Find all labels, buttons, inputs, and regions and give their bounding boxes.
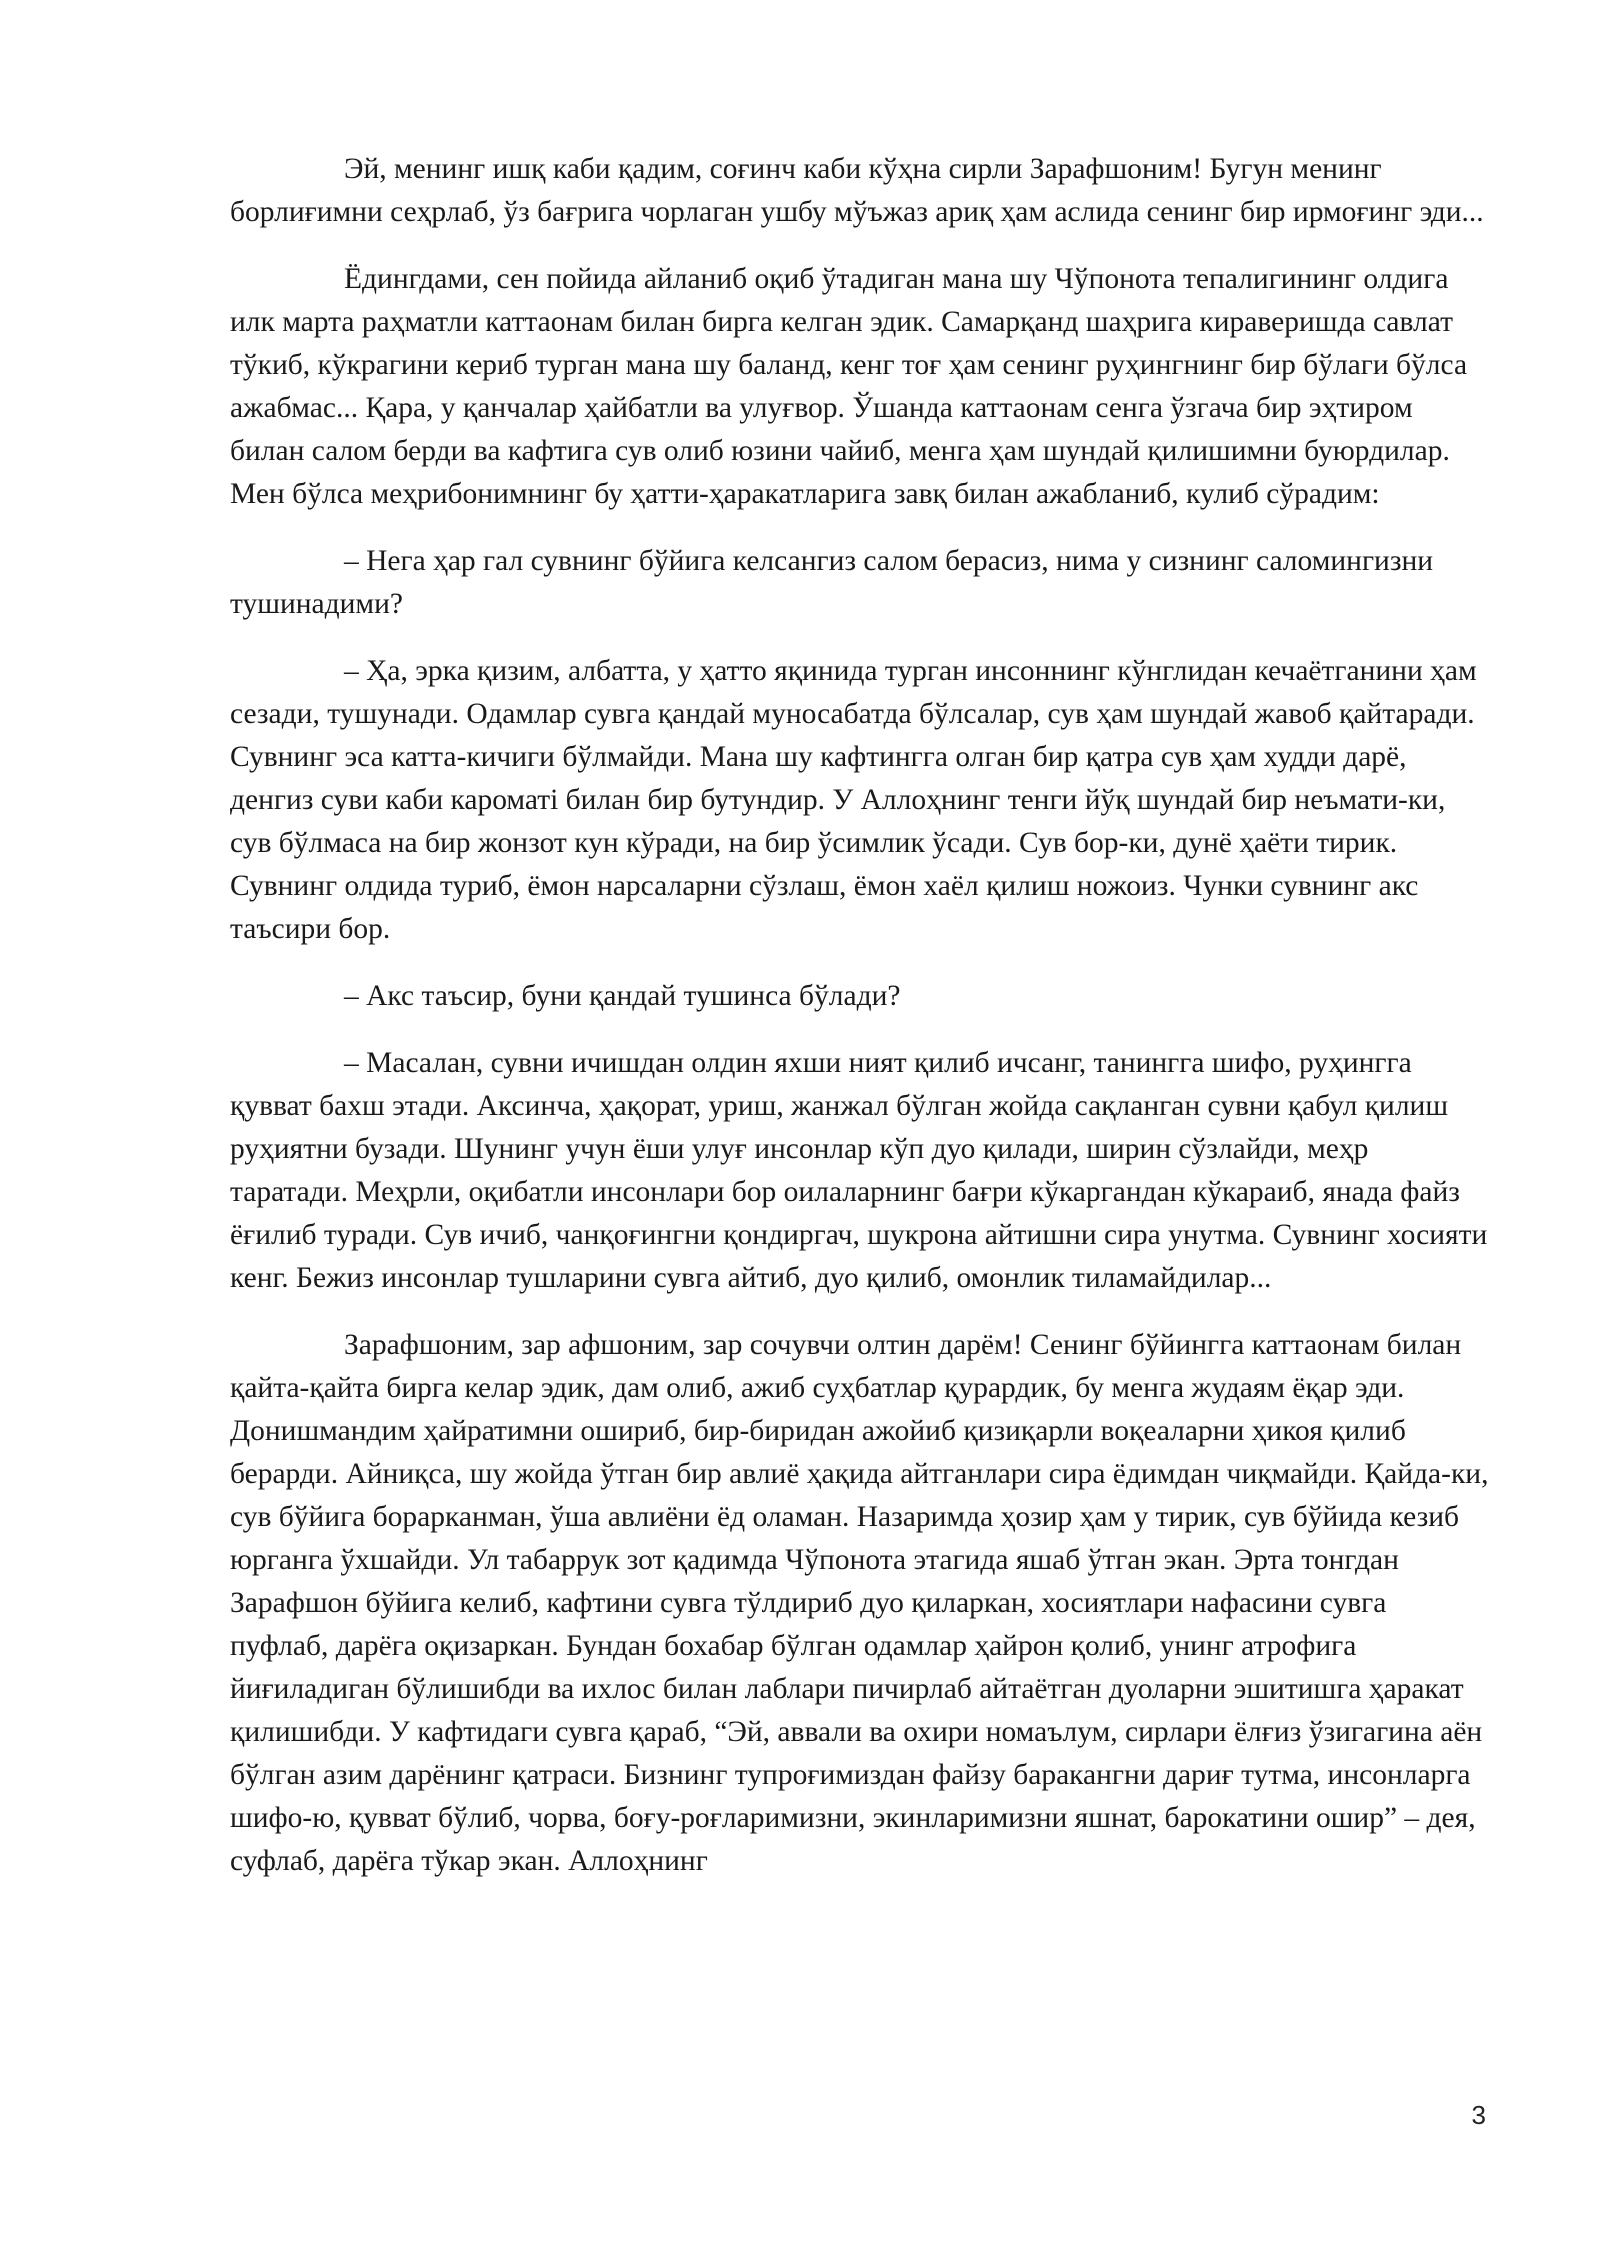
paragraph-3-dialogue: – Нега ҳар гал сувнинг бўйига келсангиз салом берасиз, нима у сизнинг саломингизни тушинадими? — [230, 545, 1434, 620]
paragraph-1: Эй, менинг ишқ каби қадим, соғинч каби кўҳна сирли Зарафшоним! Бугун менинг борлиғимни сеҳрлаб, ўз бағрига чорлаган ушбу мўъжаз ариқ ҳам аслида сенинг бир ирмоғинг эди... — [230, 153, 1484, 228]
document-body — [230, 148, 1490, 1907]
paragraph-2: Ёдингдами, сен пойида айланиб оқиб ўтадиган мана шу Чўпонота тепалигининг олдига илк марта раҳматли каттаонам билан бирга келган эдик. Самарқанд шаҳрига кираверишда савлат тўкиб, кўкрагини кериб турган мана шу баланд, кенг тоғ ҳам сенинг руҳингнинг бир бўлаги бўлса ажабмас... Қара, у қанчалар ҳайбатли ва улуғвор. Ўшанда каттаонам сенга ўзгача бир эҳтиром билан салом берди ва кафтига сув олиб юзини чайиб, менга ҳам шундай қилишимни буюрдилар. Мен бўлса меҳрибонимнинг бу ҳатти-ҳаракатларига завқ билан ажабланиб, кулиб сўрадим: — [230, 263, 1468, 510]
paragraph-5-dialogue: – Акс таъсир, буни қандай тушинса бўлади? — [344, 980, 901, 1012]
paragraph-6-dialogue: – Масалан, сувни ичишдан олдин яхши ният қилиб ичсанг, танингга шифо, руҳингга қувват бахш этади. Аксинча, ҳақорат, уриш, жанжал бўлган жойда сақланган сувни қабул қилиш руҳиятни бузади. Шунинг учун ёши улуғ инсонлар кўп дуо қилади, ширин сўзлайди, меҳр таратади. Меҳрли, оқибатли инсонлари бор оилаларнинг бағри кўкаргандан кўкараиб, янада файз ёғилиб туради. Сув ичиб, чанқоғингни қондиргач, шукрона айтишни сира унутма. Сувнинг хосияти кенг. Бежиз инсонлар тушларини сувга айтиб, дуо қилиб, омонлик тиламайдилар... — [230, 1047, 1488, 1294]
paragraph-4-dialogue: – Ҳа, эрка қизим, албатта, у ҳатто яқинида турган инсоннинг кўнглидан кечаётганини ҳам сезади, тушунади. Одамлар сувга қандай муносабатда бўлсалар, сув ҳам шундай жавоб қайтаради. Сувнинг эса катта-кичиги бўлмайди. Мана шу кафтингга олган бир қатра сув ҳам худди дарё, денгиз суви каби кароматi билан бир бутундир. У Аллоҳнинг тенги йўқ шундай бир неъмати-ки, сув бўлмаса на бир жонзот кун кўради, на бир ўсимлик ўсади. Сув бор-ки, дунё ҳаёти тирик. Сувнинг олдида туриб, ёмон нарсаларни сўзлаш, ёмон хаёл қилиш ножоиз. Чунки сувнинг акс таъсири бор. — [230, 655, 1477, 945]
paragraph-7: Зарафшоним, зар афшоним, зар сочувчи олтин дарём! Сенинг бўйингга каттаонам билан қайта-қайта бирга келар эдик, дам олиб, ажиб суҳбатлар қурардик, бу менга жудаям ёқар эди. Донишмандим ҳайратимни ошириб, бир-биридан ажойиб қизиқарли воқеаларни ҳикоя қилиб берарди. Айниқса, шу жойда ўтган бир авлиё ҳақида айтганлари сира ёдимдан чиқмайди. Қайда-ки, сув бўйига борарканман, ўша авлиёни ёд оламан. Назаримда ҳозир ҳам у тирик, сув бўйида кезиб юрганга ўхшайди. Ул табаррук зот қадимда Чўпонота этагида яшаб ўтган экан. Эрта тонгдан Зарафшон бўйига келиб, кафтини сувга тўлдириб дуо қиларкан, хосиятлари нафасини сувга пуфлаб, дарёга оқизаркан. Бундан бохабар бўлган одамлар ҳайрон қолиб, унинг атрофига йиғиладиган бўлишибди ва ихлос билан лаблари пичирлаб айтаётган дуоларни эшитишга ҳаракат қилишибди. У кафтидаги сувга қараб, “Эй, аввали ва охири номаълум, сирлари ёлғиз ўзигагина аён бўлган азим дарёнинг қатраси. Бизнинг тупроғимиздан файзу баракангни дариғ тутма, инсонларга шифо-ю, қувват бўлиб, чорва, боғу-роғларимизни, экинларимизни яшнат, барокатини ошир” – дея, суфлаб, дарёга тўкар экан. Аллоҳнинг — [230, 1329, 1489, 1877]
page-number: 3 — [1471, 2100, 1486, 2130]
